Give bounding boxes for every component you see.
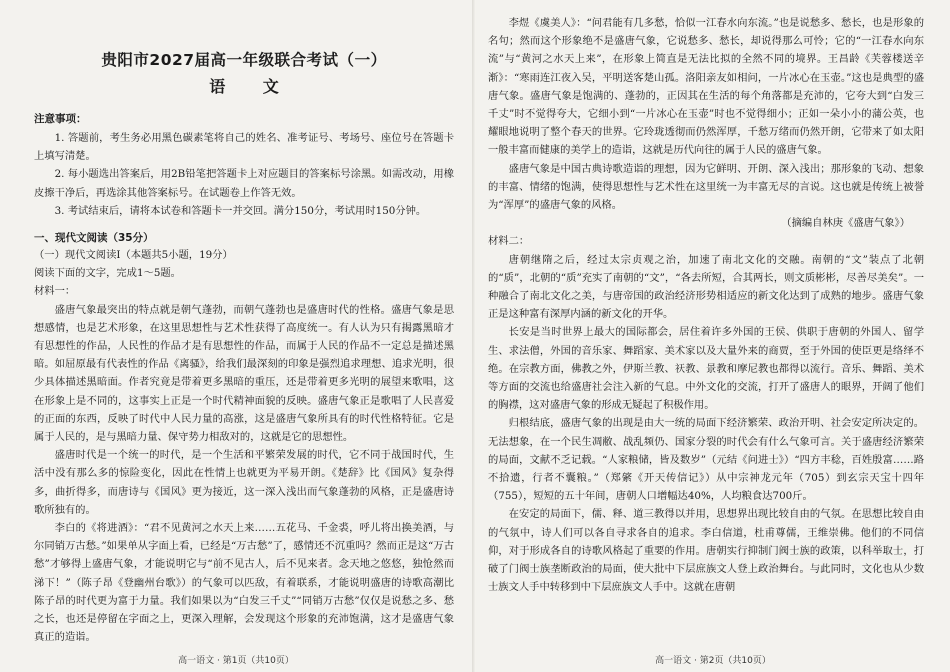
page-footer: 高一语文 · 第2页（共10页）: [655, 656, 771, 666]
exam-title: 贵阳市2027届高一年级联合考试（一）: [101, 51, 387, 69]
paragraph: 归根结底，盛唐气象的出现是由大一统的局面下经济繁荣、政治开明、社会安定所决定的。无法想象，在一个民生凋敝、战乱频仍、国家分裂的时代会有什么气象可言。关于盛唐经济繁荣的局面，文献不乏记载。“人家粮储，皆及数岁”（元结《问进士》）“四方丰稔，百姓殷富……路不拾遗，行者不囊粮。”（郑綮《开天传信记》）从中宗神龙元年（705）到玄宗天宝十四年（755），短短的五十年间，唐朝人口增幅达40%，人均粮食达700斤。: [488, 417, 924, 503]
material-two-label: 材料二：: [488, 235, 530, 248]
paragraph: 长安是当时世界上最大的国际都会，居住着许多外国的王侯、供职于唐朝的外国人、留学生、求法僧，外国的音乐家、舞蹈家、美术家以及大量外来的商贾，至于外国的使臣更是络绎不绝。在宗教方面，佛教之外，伊斯兰教、祆教、景教和摩尼教也都得以流行。音乐、舞蹈、美术等方面的交流也给盛唐社会注入新的气息。中外文化的交流，打开了盛唐人的眼界，开阔了他们的胸襟，这对盛唐气象的形成无疑起了积极作用。: [488, 326, 924, 412]
source-citation: （摘编自林庚《盛唐气象》）: [781, 217, 910, 230]
notice-item: 1. 答题前，考生务必用黑色碳素笔将自己的姓名、准考证号、考场号、座位号在答题卡上填写清楚。: [34, 132, 454, 163]
page-footer: 高一语文 · 第1页（共10页）: [178, 656, 294, 666]
paragraph: 唐朝继隋之后，经过太宗贞观之治，加速了南北文化的交融。南朝的“文”装点了北朝的“质”，北朝的“质”充实了南朝的“文”，“各去所短，合其两长，则文质彬彬，尽善尽美矣”。一种融合了南北文化之美，与唐帝国的政治经济形势相适应的新文化达到了成熟的地步。盛唐气象正是这种富有深厚内涵的新文化的开华。: [488, 253, 924, 321]
notice-heading: 注意事项：: [34, 113, 87, 125]
subsection-heading: （一）现代文阅读Ⅰ（本题共5小题，19分）: [34, 249, 233, 262]
notice-item: 3. 考试结束后，请将本试卷和答题卡一并交回。满分150分，考试用时150分钟。: [54, 204, 427, 217]
paragraph: 盛唐时代是一个统一的时代，是一个生活和平繁荣发展的时代，它不同于战国时代，生活中没有那么多的惊险变化，因此在性情上也就更为平易开朗。《楚辞》比《国风》复杂得多，曲折得多，而唐诗与《国风》更为接近，这一深入浅出而气象蓬勃的风格，正是盛唐诗歌所独有的。: [34, 449, 454, 516]
paragraph: 李煜《虞美人》：“问君能有几多愁，恰似一江春水向东流。”也是说愁多、愁长，也是形象的名句；然而这个形象绝不是盛唐气象，它说愁多、愁长，却说得那么可怜；它的“一江春水向东流”与“黄河之水天上来”，在形象上简直是无法比拟的全然不同的境界。王昌龄《芙蓉楼送辛渐》：“寒雨连江夜入吴，平明送客楚山孤。洛阳亲友如相问，一片冰心在玉壶。”这也是典型的盛唐气象。盛唐气象是饱满的、蓬勃的，正因其在生活的每个角落都是充沛的，它夸大到“白发三千丈”时不觉得夸大，它细小到“一片冰心在玉壶”时也不觉得细小；正如一朵小小的蒲公英，也耀眼地说明了整个春天的世界。它玲珑透彻而仍然浑厚，千愁万绪而仍然开朗，它带来了如太阳一般丰富而健康的美学上的造诣，这就是历代向往的属于人民的盛唐气象。: [488, 17, 924, 157]
page-2: [476, 0, 950, 672]
paragraph: 李白的《将进酒》：“君不见黄河之水天上来……五花马、千金裘，呼儿将出换美酒，与尔同销万古愁。”如果单从字面上看，已经是“万古愁”了，感情还不沉重吗？然而正是这“万古愁”才够得上盛唐气象，才能说明它与“前不见古人，后不见来者。念天地之悠悠，独怆然而涕下！”（陈子昂《登幽州台歌》）的气象可以匹敌，有着联系，才能说明盛唐的诗歌高潮比陈子昂的时代更为富于力量。我们如果以为“白发三千丈”“同销万古愁”仅仅是说愁之多、愁之长，也还是停留在字面之上，更深入理解，会发现这个形象的充沛饱满，这才是盛唐气象真正的造诣。: [34, 522, 454, 644]
paragraph: 盛唐气象最突出的特点就是朝气蓬勃，而朝气蓬勃也是盛唐时代的性格。盛唐气象是思想感情，也是艺术形象，在这里思想性与艺术性获得了高度统一。有人认为只有揭露黑暗才有思想性的作品，人民性的作品才是有思想性的作品，而属于人民的作品不一定总是描述黑暗。如屈原最有代表性的作品《离骚》，给我们最深刻的印象是强烈追求理想、追求光明，很少具体描述黑暗面。作者究竟是带着更多黑暗的重压，还是带着更多光明的展望来歌唱，这在形象上是不同的，这事实上正是一个时代精神面貌的反映。盛唐气象正是歌唱了人民喜爱的正面的东西，反映了时代中人民力量的高涨，这是盛唐气象所具有的时代性格特征。它是属于人民的，是与黑暗力量、保守势力相敌对的，这就是它的思想性。: [34, 303, 454, 444]
page-1: [0, 0, 472, 672]
subject-title: 语 文: [209, 77, 295, 96]
section-heading: 一、现代文阅读（35分）: [34, 232, 154, 245]
material-one-label: 材料一：: [34, 285, 76, 298]
instruction: 阅读下面的文字，完成1～5题。: [34, 267, 181, 280]
notice-item: 2. 每小题选出答案后，用2B铅笔把答题卡上对应题目的答案标号涂黑。如需改动，用橡皮擦干净后，再选涂其他答案标号。在试题卷上作答无效。: [34, 168, 454, 199]
paragraph: 盛唐气象是中国古典诗歌造诣的理想，因为它鲜明、开朗、深入浅出；那形象的飞动、想象的丰富、情绪的饱满，使得思想性与艺术性在这里统一为丰富无尽的言说。这也就是传统上被誉为“浑厚”的盛唐气象的风格。: [488, 162, 924, 212]
paragraph: 在安定的局面下，儒、释、道三教得以并用，思想界出现比较自由的气氛。在思想比较自由的气氛中，诗人们可以各自寻求各自的追求。李白信道，杜甫尊儒，王维崇佛。他们的不同信仰，对于形成各自的诗歌风格起了重要的作用。唐朝实行抑制门阀士族的政策，以科举取士，打破了门阀士族垄断政治的局面，使大批中下层庶族文人登上政治舞台。与此同时，文化也从少数士族文人手中转移到中下层庶族文人手中。这就在唐朝: [488, 508, 924, 594]
